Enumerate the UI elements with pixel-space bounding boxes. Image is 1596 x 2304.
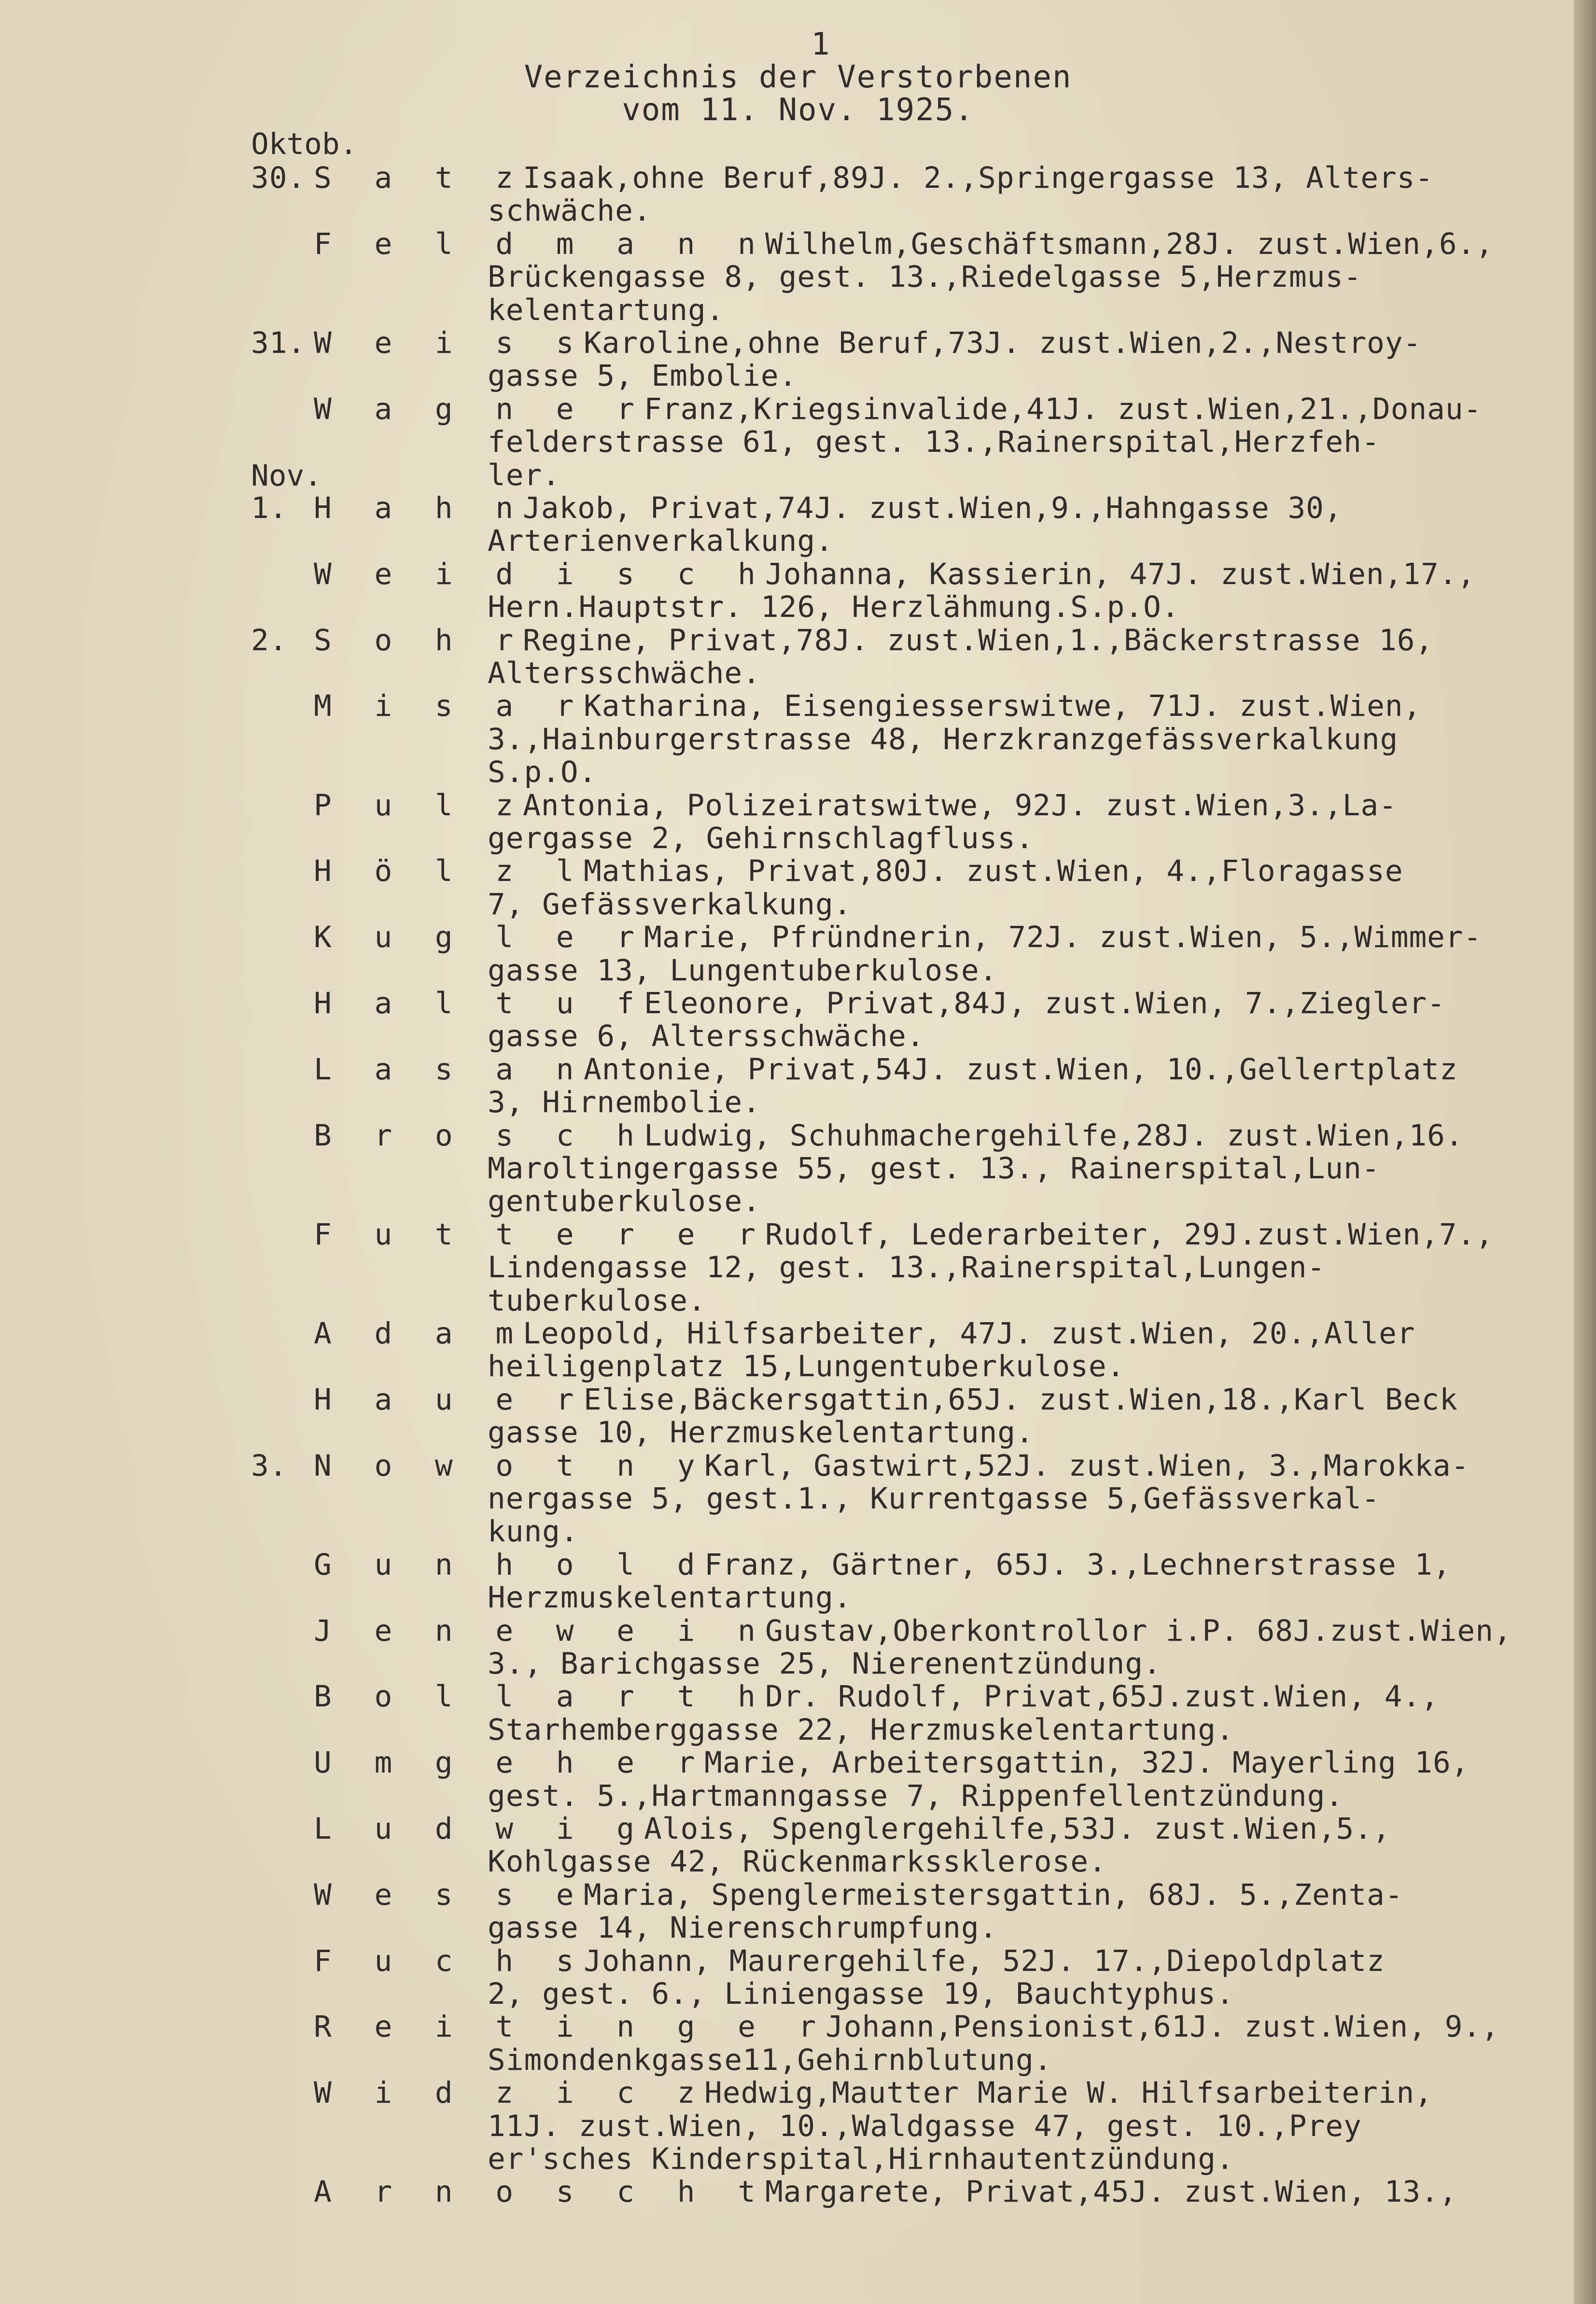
entry-text: Hern.Hauptstr. 126, Herzlähmung.S.p.O. [488,590,1180,624]
entry-text: Franz,Kriegsinvalide,41J. zust.Wien,21.,Donau- [644,392,1482,426]
entry-text: Marie, Arbeitersgattin, 32J. Mayerling 16, [704,1745,1470,1780]
entry-text: Eleonore, Privat,84J, zust.Wien, 7.,Ziegler- [644,986,1445,1020]
entry-text: 3.,Hainburgerstrasse 48, Herzkranzgefässverkalkung [488,722,1399,756]
month-label-october: Oktob. [251,127,358,161]
entry-surname: A d a m [314,1316,526,1351]
entry-text: S.p.O. [488,755,597,789]
entry-text: tuberkulose. [488,1284,706,1318]
entry-text: Johann, Maurergehilfe, 52J. 17.,Diepoldplatz [584,1944,1385,1978]
entry-surname: H a l t u f [314,986,647,1020]
entry-text: Altersschwäche. [488,656,761,690]
entry-text: Wilhelm,Geschäftsmann,28J. zust.Wien,6., [765,227,1494,261]
entry-text: Brückengasse 8, gest. 13.,Riedelgasse 5,Herzmus- [488,260,1362,294]
entry-text: Alois, Spenglergehilfe,53J. zust.Wien,5., [644,1812,1391,1846]
entry-text: er'sches Kinderspital,Hirnhautentzündung. [488,2142,1234,2176]
entry-text: Kohlgasse 42, Rückenmarkssklerose. [488,1844,1107,1879]
entry-surname: B r o s c h [314,1118,647,1153]
entry-surname: P u l z [314,788,526,823]
entry-text: gasse 5, Embolie. [488,359,798,393]
entry-text: gentuberkulose. [488,1184,761,1218]
entry-surname: B o l l a r t h [314,1679,768,1714]
entry-text: gasse 6, Altersschwäche. [488,1019,925,1053]
entry-surname: H a u e r [314,1382,587,1417]
entry-surname: L a s a n [314,1052,587,1087]
entry-surname: H a h n [314,491,526,525]
page-number: 1 [811,27,830,62]
entry-text: gasse 10, Herzmuskelentartung. [488,1415,1034,1450]
entry-surname: H ö l z l [314,854,587,888]
entry-text: Isaak,ohne Beruf,89J. 2.,Springergasse 13, Alters- [523,161,1434,195]
page-binding-edge [1574,0,1596,2304]
entry-text: Dr. Rudolf, Privat,65J.zust.Wien, 4., [765,1679,1439,1714]
entry-text: Mathias, Privat,80J. zust.Wien, 4.,Floragasse [584,854,1403,888]
entry-text: Ludwig, Schuhmachergehilfe,28J. zust.Wien,16. [644,1118,1464,1153]
entry-date: 31. [251,326,306,360]
entry-text: Gustav,Oberkontrollor i.P. 68J.zust.Wien, [765,1614,1512,1648]
entry-text: Jakob, Privat,74J. zust.Wien,9.,Hahngasse 30, [523,491,1343,525]
entry-surname: W e s s e [314,1878,587,1912]
entry-text: Simondenkgasse11,Gehirnblutung. [488,2043,1052,2077]
entry-surname: R e i t i n g e r [314,2010,829,2044]
entry-text: gasse 13, Lungentuberkulose. [488,953,998,988]
document-title: Verzeichnis der Verstorbenen [524,59,1072,95]
entry-text: felderstrasse 61, gest. 13.,Rainerspital,Herzfeh- [488,425,1380,459]
entry-text: Rudolf, Lederarbeiter, 29J.zust.Wien,7., [765,1217,1494,1252]
entry-text: 3., Barichgasse 25, Nierenentzündung. [488,1647,1162,1681]
month-label-november: Nov. [251,459,322,493]
entry-text: 11J. zust.Wien, 10.,Waldgasse 47, gest. 10.,Prey [488,2109,1362,2143]
entry-text: 2, gest. 6., Liniengasse 19, Bauchtyphus. [488,1977,1234,2011]
entry-text: Johanna, Kassierin, 47J. zust.Wien,17., [765,557,1476,591]
entry-surname: U m g e h e r [314,1745,708,1780]
entry-text: Lindengasse 12, gest. 13.,Rainerspital,Lungen- [488,1250,1326,1285]
entry-text: heiligenplatz 15,Lungentuberkulose. [488,1349,1125,1383]
entry-surname: W i d z i c z [314,2076,708,2110]
entry-surname: G u n h o l d [314,1548,708,1582]
entry-surname: F u c h s [314,1944,587,1978]
entry-text: 7, Gefässverkalkung. [488,887,852,922]
entry-text: Regine, Privat,78J. zust.Wien,1.,Bäckerstrasse 16, [523,623,1434,657]
entry-surname: W e i d i s c h [314,557,768,591]
entry-text: gergasse 2, Gehirnschlagfluss. [488,821,1034,855]
entry-text: kelentartung. [488,293,725,327]
entry-text: Karoline,ohne Beruf,73J. zust.Wien,2.,Nestroy- [584,326,1422,360]
entry-text: Starhemberggasse 22, Herzmuskelentartung. [488,1713,1234,1747]
entry-surname: F u t t e r e r [314,1217,768,1252]
entry-text: Johann,Pensionist,61J. zust.Wien, 9., [826,2010,1499,2044]
entry-surname: S a t z [314,161,526,195]
entry-surname: N o w o t n y [314,1449,708,1483]
entry-text: nergasse 5, gest.1., Kurrentgasse 5,Gefässverkal- [488,1481,1380,1516]
entry-text: gest. 5.,Hartmanngasse 7, Rippenfellentzündung. [488,1779,1344,1813]
entry-text: gasse 14, Nierenschrumpfung. [488,1911,998,1945]
entry-text: kung. [488,1514,579,1549]
entry-text: Maria, Spenglermeistersgattin, 68J. 5.,Zenta- [584,1878,1403,1912]
entry-text: schwäche. [488,194,652,228]
entry-date: 1. [251,491,288,525]
entry-text: Antonie, Privat,54J. zust.Wien, 10.,Gellertplatz [584,1052,1458,1087]
entry-text: Leopold, Hilfsarbeiter, 47J. zust.Wien, 20.,Aller [523,1316,1415,1351]
entry-date: 2. [251,623,288,657]
entry-text: Marie, Pfründnerin, 72J. zust.Wien, 5.,Wimmer- [644,920,1482,954]
entry-date: 30. [251,161,306,195]
entry-text: Karl, Gastwirt,52J. zust.Wien, 3.,Marokka- [704,1449,1470,1483]
entry-text: Elise,Bäckersgattin,65J. zust.Wien,18.,Karl Beck [584,1382,1458,1417]
entry-surname: S o h r [314,623,526,657]
entry-text: Margarete, Privat,45J. zust.Wien, 13., [765,2175,1457,2209]
entry-surname: M i s a r [314,689,587,723]
entry-date: 3. [251,1449,288,1483]
entry-surname: J e n e w e i n [314,1614,768,1648]
entry-text: Antonia, Polizeiratswitwe, 92J. zust.Wien,3.,La- [523,788,1397,823]
entry-surname: F e l d m a n n [314,227,768,261]
entry-surname: L u d w i g [314,1812,647,1846]
entry-text: Hedwig,Mautter Marie W. Hilfsarbeiterin, [704,2076,1433,2110]
entry-text: 3, Hirnembolie. [488,1085,761,1119]
entry-surname: W a g n e r [314,392,647,426]
entry-text: Herzmuskelentartung. [488,1580,852,1615]
entry-text: Franz, Gärtner, 65J. 3.,Lechnerstrasse 1, [704,1548,1451,1582]
entry-text: Maroltingergasse 55, gest. 13., Rainerspital,Lun- [488,1151,1380,1186]
entry-text: Arterienverkalkung. [488,524,834,558]
document-subtitle: vom 11. Nov. 1925. [622,92,974,128]
entry-text: Katharina, Eisengiesserswitwe, 71J. zust.Wien, [584,689,1422,723]
entry-surname: A r n o s c h t [314,2175,768,2209]
entry-text: ler. [488,458,560,492]
entry-surname: K u g l e r [314,920,647,954]
entry-surname: W e i s s [314,326,587,360]
